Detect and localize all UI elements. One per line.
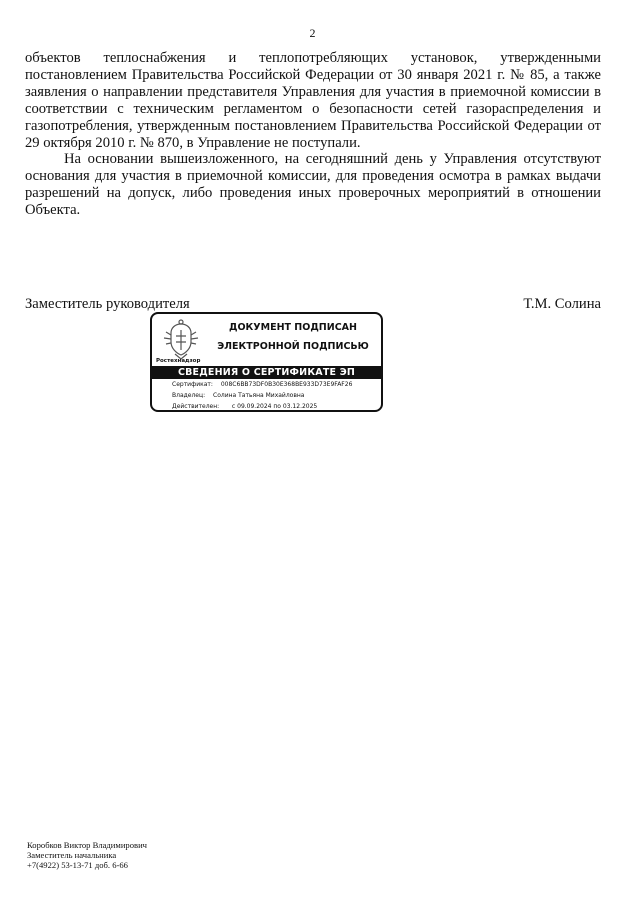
certificate-header: СВЕДЕНИЯ О СЕРТИФИКАТЕ ЭП [152,366,381,379]
owner-row [172,392,304,399]
executor-name: Коробков Виктор Владимирович [27,840,148,850]
owner-label: Владелец: [172,392,206,399]
signer-position: Заместитель руководителя [25,296,190,312]
stamp-title-line2: ЭЛЕКТРОННОЙ ПОДПИСЬЮ [217,341,369,352]
signature-line [25,296,601,313]
certificate-label: Сертификат: [172,381,213,388]
executor-phone: +7(4922) 53-13-71 доб. 6-66 [27,860,128,871]
paragraph-continuation: объектов теплоснабжения и теплопотребляющих установок, утвержденными постановлением Правительства Российской Федерации от 30 января 2021 г. № 85, а также заявления о направлении представителя Управления для участия в приемочной комиссии в соответствии с техническим регламентом о безопасности сетей газораспределения и газопотребления, утвержденным постановлением Правительства Российской Федерации от 29 октября 2010 г. № 870, в Управление не поступали. [25,50,601,151]
certificate-value: 008C6BB73DF0B30E368BE933D73E9FAF26 [220,381,353,388]
electronic-signature-stamp [150,312,383,412]
logo-text: Ростехнадзор [156,358,201,364]
certificate-row [172,381,352,388]
signer-name: Т.М. Солина [523,296,601,312]
executor-block [27,840,147,871]
validity-row [172,403,317,410]
page-number: 2 [309,26,316,40]
validity-value: с 09.09.2024 по 03.12.2025 [231,403,318,410]
paragraph-conclusion: На основании вышеизложенного, на сегодняшний день у Управления отсутствуют основания для участия в приемочной комиссии, для проведения осмотра в рамках выдачи разрешений на допуск, либо проведения иных проверочных мероприятий в отношении Объекта. [25,151,601,219]
executor-position: Заместитель начальника [27,850,117,861]
validity-label: Действителен: [172,403,220,410]
stamp-title-line1: ДОКУМЕНТ ПОДПИСАН [229,322,357,333]
letter-body [25,50,601,219]
owner-value: Солина Татьяна Михайловна [213,392,305,399]
